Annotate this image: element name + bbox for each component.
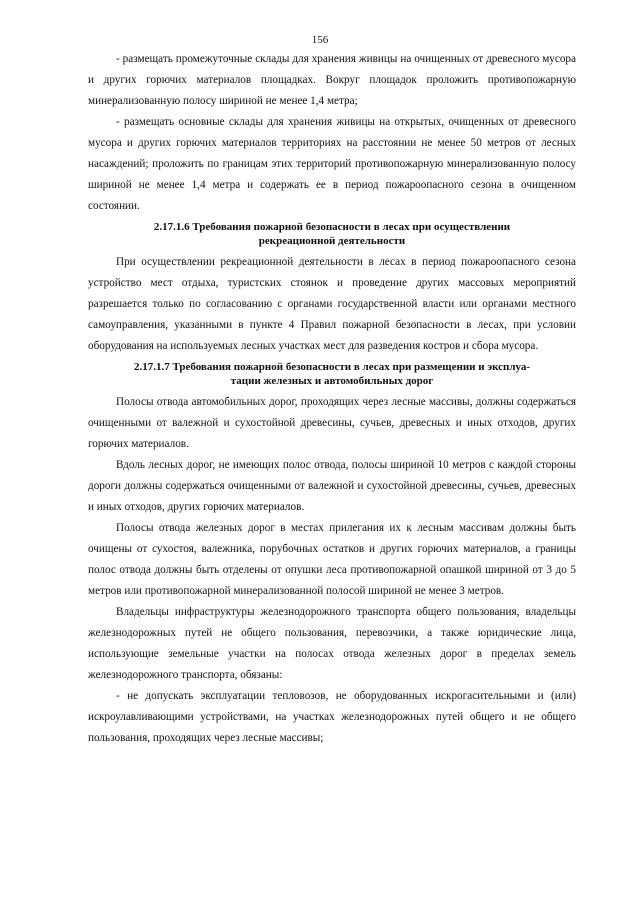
heading-line: тации железных и автомобильных дорог — [230, 375, 434, 387]
page-number: 156 — [311, 34, 329, 46]
section-heading-recreation — [88, 217, 576, 252]
paragraph-road-strips: Полосы отвода автомобильных дорог, проходящих через лесные массивы, должны содержаться очищенными от валежной и сухостойной древесины, сучьев, древесных и иных отходов, других горючих материалов. — [88, 396, 576, 450]
paragraph-forest-roads: Вдоль лесных дорог, не имеющих полос отвода, полосы шириной 10 метров с каждой стороны дороги должны содержаться очищенными от валежной и сухостойной древесины, сучьев, древесных и иных отходов, других горючих материалов. — [88, 459, 576, 513]
paragraph-recreation: При осуществлении рекреационной деятельности в лесах в период пожароопасного сезона устройство мест отдыха, туристских стоянок и проведение других массовых мероприятий разрешается только по согласованию с органами государственной власти или органами местного самоуправления, указанными в пункте 4 Правил пожарной безопасности в лесах, при условии оборудования на используемых лесных участках мест для разведения костров и сбора мусора. — [88, 256, 576, 352]
paragraph-railway-strips: Полосы отвода железных дорог в местах прилегания их к лесным массивам должны быть очищены от сухостоя, валежника, порубочных остатков и других горючих материалов, а границы полос отвода должны быть отделены от опушки леса противопожарной опашкой шириной от 3 до 5 метров или противопожарной минерализованной полосой шириной не менее 3 метров. — [88, 522, 576, 597]
heading-line: 2.17.1.6 Требования пожарной безопасности в лесах при осуществлении — [153, 221, 511, 233]
heading-line: рекреационной деятельности — [258, 235, 406, 247]
paragraph-intermediate-storage: - размещать промежуточные склады для хранения живицы на очищенных от древесного мусора и других горючих материалов площадках. Вокруг площадок проложить противопожарную минерализованную полосу шириной не менее 1,4 метра; — [88, 53, 576, 107]
paragraph-locomotives: - не допускать эксплуатации тепловозов, не оборудованных искрогасительными и (или) искроулавливающими устройствами, на участках железнодорожных путей общего и не общего пользования, проходящих через лесные массивы; — [88, 690, 576, 744]
document-body — [88, 49, 576, 749]
heading-line: 2.17.1.7 Требования пожарной безопасности в лесах при размещении и эксплуа- — [133, 361, 531, 373]
paragraph-main-storage: - размещать основные склады для хранения живицы на открытых, очищенных от древесного мусора и других горючих материалов территориях на расстоянии не менее 50 метров от лесных насаждений; проложить по границам этих территорий противопожарную минерализованную полосу шириной не менее 1,4 метра и содержать ее в период пожароопасного сезона в очищенном состоянии. — [88, 116, 576, 212]
paragraph-railway-owners: Владельцы инфраструктуры железнодорожного транспорта общего пользования, владельцы железнодорожных путей не общего пользования, перевозчики, а также юридические лица, использующие земельные участки на полосах отвода железных дорог в пределах земель железнодорожного транспорта, обязаны: — [88, 606, 576, 681]
section-heading-roads — [88, 357, 576, 392]
